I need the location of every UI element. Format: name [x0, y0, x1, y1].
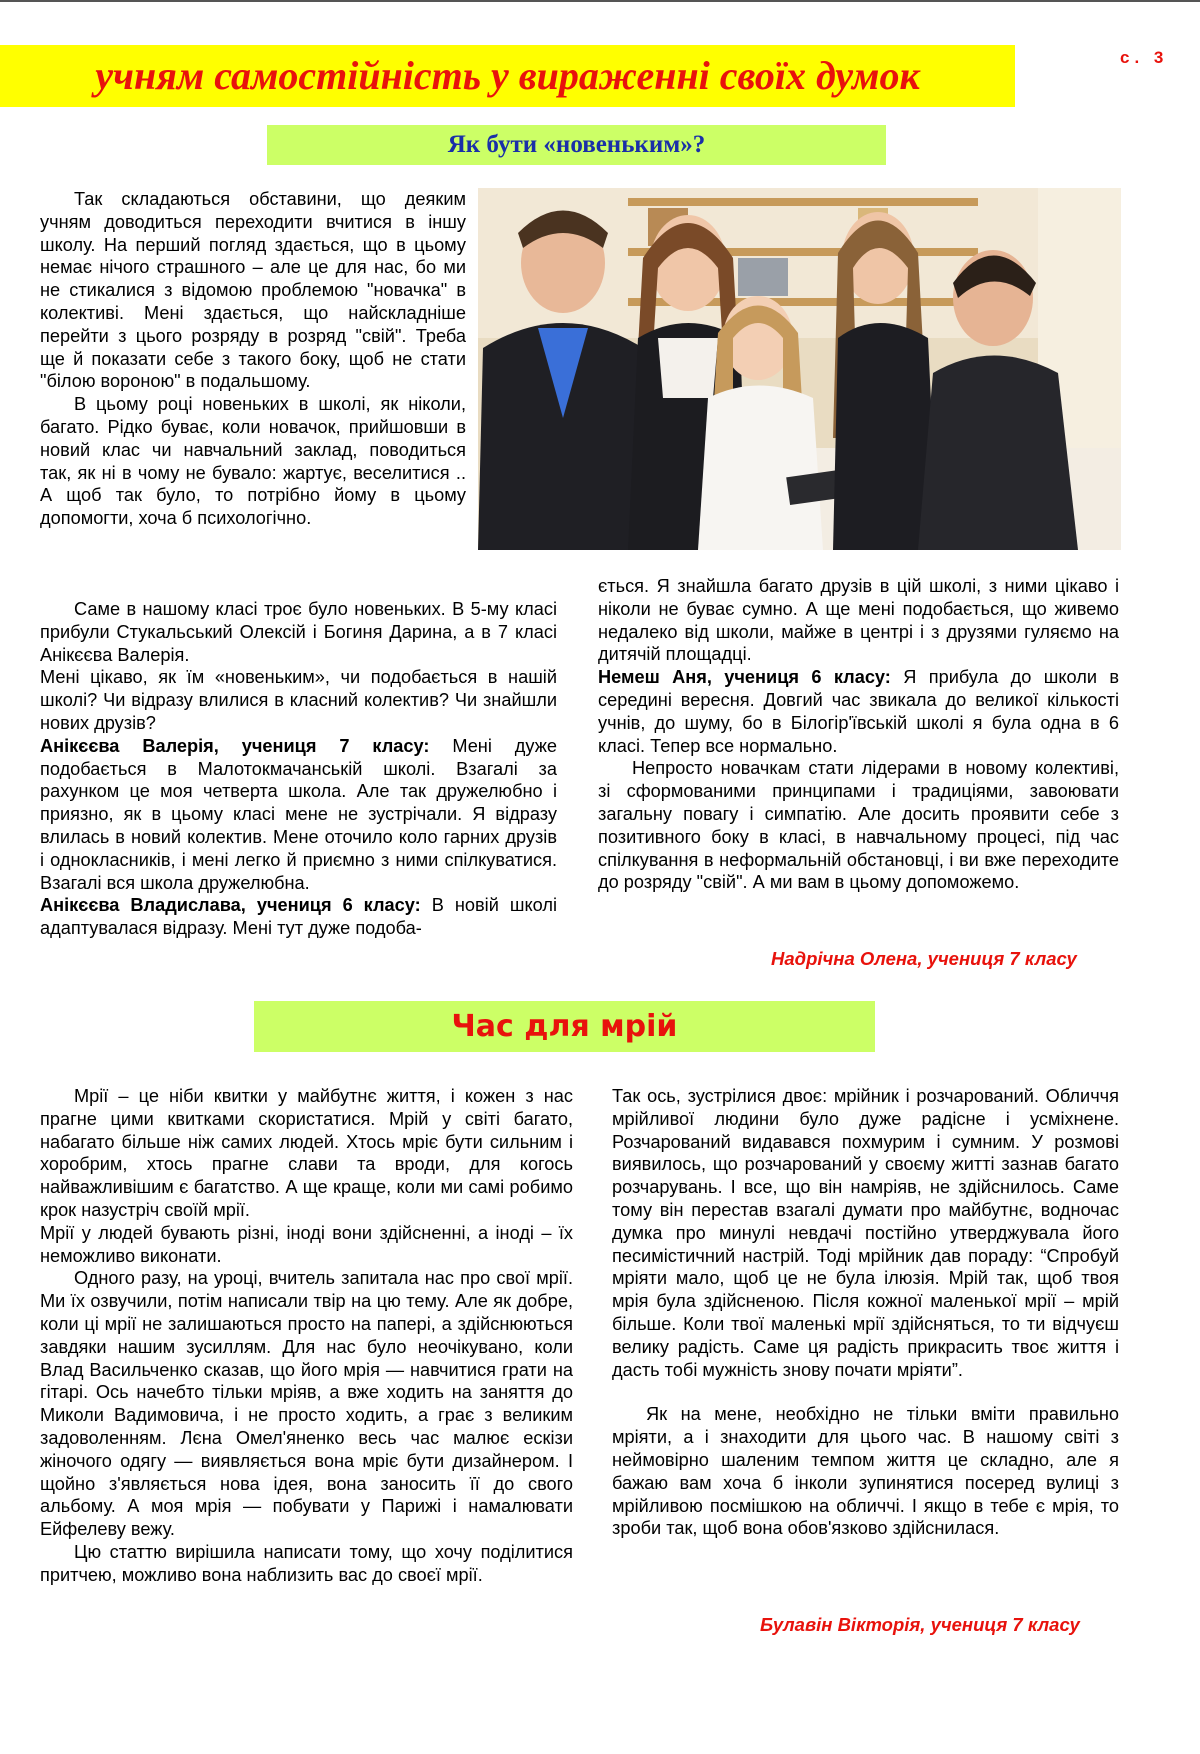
interviewee-name: Анікєєва Владислава, учениця 6 класу:	[40, 895, 421, 916]
paragraph	[598, 666, 1119, 757]
interview-answer: Мені дуже подобається в Малотокмачанській школі. Взагалі за рахунком це моя четверта школа. Але так дружелюбно і приязно, як в цьому класі мене не зустрічали. Я відразу влилась в новий колектив. Мене оточило коло гарних друзів і однокласників, і мені легко й приємно з ними спілкуватися. Взагалі вся школа дружелюбна.	[40, 735, 557, 893]
paragraph: Так ось, зустрілися двоє: мрійник і розчарований. Обличчя мрійливої людини було дуже радісне і усміхнене. Розчарований видавався похмурим і сумним. У розмові виявилось, що розчарований у своєму житті зазнав багато розчарувань. І все, що він намріяв, не здійснилось. Саме тому він перестав взагалі думати про майбутнє, водночас думка про минулі невдачі постійно утверджувала його песимістичний настрій. Тоді мрійник дав пораду: “Спробуй мріяти мало, щоб це не була ілюзія. Мрій так, щоб твоя мрія була здійсненою. Після кожної маленької мрії – мрій більше. Коли твої маленькі мрії здійсняться, то ти відчуєш велику радість. Саме ця радість прикрасить твоє життя і дасть тобі мужність знову почати мріяти”.	[612, 1086, 1119, 1380]
paragraph: Саме в нашому класі троє було новеньких. В 5-му класі прибули Стукальський Олексій і Богиня Дарина, а в 7 класі Анікєєва Валерія.	[40, 599, 557, 665]
paragraph: Мені цікаво, як їм «новеньким», чи подобається в нашій школі? Чи відразу влилися в класний колектив? Чи знайшли нових друзів?	[40, 667, 557, 733]
interview-answer: Я прибула до школи в середині вересня. Довгий час звикала до великої кількості учнів, до шуму, бо в Білогір'ївській школі я була одна в 6 класі. Тепер все нормально.	[598, 667, 1120, 756]
article-title-novenkyi: Як бути «новеньким»?	[267, 125, 886, 165]
article1-text-upper	[40, 188, 466, 530]
article1-text-right	[598, 575, 1119, 894]
top-rule	[0, 0, 1200, 2]
section-banner: учням самостійність у вираженні своїх думок	[0, 45, 1015, 107]
paragraph	[40, 894, 557, 940]
paragraph: Мрії у людей бувають різні, іноді вони здійсненні, а іноді – їх неможливо виконати.	[40, 1222, 573, 1266]
paragraph: В цьому році новеньких в школі, як ніколи, багато. Рідко буває, коли новачок, прийшовши в новий клас чи навчальний заклад, поводиться так, як ні в чому не бувало: жартує, веселитися .. А щоб так було, то потрібно йому в цьому допомогти, хоча б психологічно.	[40, 394, 466, 529]
paragraph: ється. Я знайшла багато друзів в цій школі, з ними цікаво і ніколи не буває сумно. А ще мені подобається, що живемо недалеко від школи, майже в центрі і з друзями гуляємо на дитячій площадці.	[598, 576, 1119, 665]
students-photo	[478, 188, 1121, 550]
article1-signature: Надрічна Олена, учениця 7 класу	[771, 948, 1077, 969]
article2-signature: Булавін Вікторія, учениця 7 класу	[760, 1614, 1080, 1635]
interviewee-name: Анікєєва Валерія, учениця 7 класу:	[40, 735, 430, 756]
paragraph: Одного разу, на уроці, вчитель запитала нас про свої мрії. Ми їх озвучили, потім написали твір на цю тему. Але як добре, коли ці мрії не залишаються просто на папері, а здійснюються завдяки нашим зусиллям. Для нас було неочікувано, коли Влад Васильченко сказав, що його мрія — навчитися грати на гітарі. Ось начебто тільки мріяв, а вже ходить на заняття до Миколи Вадимовича, і не просто ходить, а грає з великим задоволенням. Лєна Омел'яненко весь час малює ескізи жіночого одягу — виявляється вона мріє бути дизайнером. І щойно з'являється нова ідея, вона заносить її до свого альбому. А моя мрія — побувати у Парижі і намалювати Ейфелеву вежу.	[40, 1268, 573, 1540]
article2-text-right	[612, 1085, 1119, 1540]
paragraph	[40, 735, 557, 895]
article1-text-left	[40, 598, 557, 940]
article-title-chas-dlia-mrii: Час для мрій	[254, 1001, 875, 1052]
students-photo-image	[478, 188, 1121, 550]
page-number: с. 3	[1120, 48, 1169, 67]
paragraph: Мрії – це ніби квитки у майбутнє життя, і кожен з нас прагне цими квитками скористатися. Мрій у світі багато, набагато більше ніж самих людей. Хтось мріє бути сильним і хоробрим, хтось прагне слави та вроди, для когось найважливішим є багатство. А ще краще, коли ми самі робимо крок назустріч своїй мрії.	[40, 1086, 573, 1220]
paragraph: Цю статтю вирішила написати тому, що хочу поділитися притчею, можливо вона наблизить вас до своєї мрії.	[40, 1541, 573, 1585]
paragraph: Непросто новачкам стати лідерами в новому колективі, зі сформованими принципами і традиціями, завоювати загальну повагу і симпатію. Але досить проявити себе з позитивного боку в класі, в навчальному процесі, під час спілкування в неформальній обстановці, і ви вже переходите до розряду "свій". А ми вам в цьому допоможемо.	[598, 758, 1119, 893]
interviewee-name: Немеш Аня, учениця 6 класу:	[598, 667, 891, 688]
paragraph: Як на мене, необхідно не тільки вміти правильно мріяти, а і знаходити для цього час. В нашому світі з неймовірно шаленим темпом життя це складно, але я бажаю вам хоча б інколи зупинятися посеред вулиці з мрійливою посмішкою на обличчі. І якщо в тебе є мрія, то зроби так, щоб вона обов'язково здійснилася.	[612, 1404, 1119, 1539]
article2-text-left	[40, 1085, 573, 1587]
paragraph: Так складаються обставини, що деяким учням доводиться переходити вчитися в іншу школу. На перший погляд здається, що в цьому немає нічого страшного – але це для нас, бо ми не стикалися з відомою проблемою "новачка" в колективі. Мені здається, що найскладніше перейти з цього розряду в розряд "свій". Треба ще й показати себе з такого боку, щоб не стати "білою вороною" в подальшому.	[40, 189, 466, 392]
interview-answer: В новій школі адаптувалася відразу. Мені тут дуже подоба-	[40, 895, 557, 939]
